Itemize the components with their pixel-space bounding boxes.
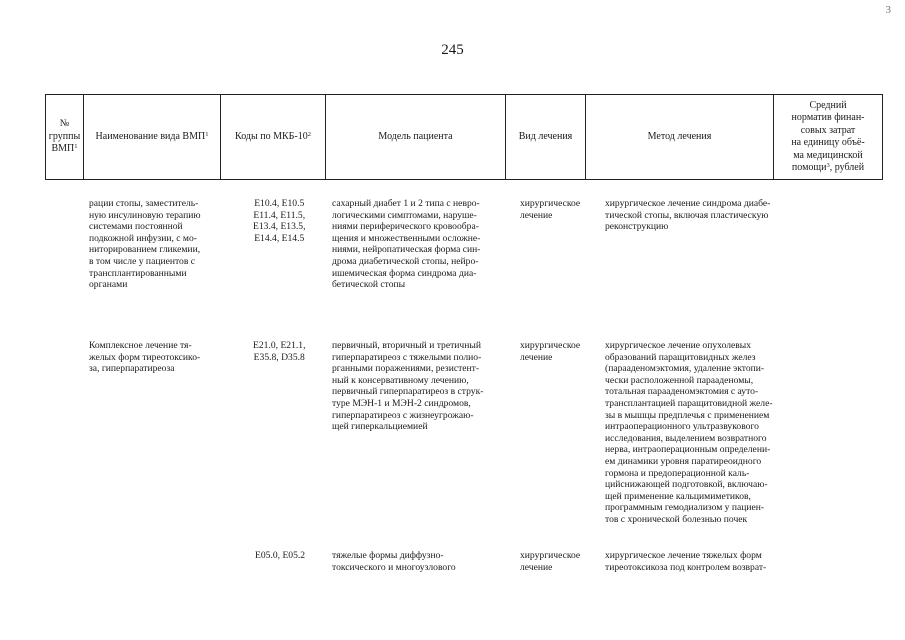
row-icd-codes: E10.4, E10.5 E11.4, E11.5, E13.4, E13.5, E14.4, E14.5 bbox=[253, 198, 306, 244]
corner-mark: 3 bbox=[885, 4, 891, 16]
row-treatment-method: хирургическое лечение опухолевых образований паращитовидных желез (парааденомэктомия, удаление эктопи- чески расположенной парааденомы, тотальная парааденомэктомия с ауто- трансплантацией паращитовидной желе- зы в мышцы предплечья с применением интраоперационного ультразвукового исследования, выделением возвратного нерва, интраоперационным определени- ем динамики уровня паратиреоидного гормона и предоперационной каль- цийснижающей подготовкой, включаю- щей применение кальцимиметиков, программным гемодиализом у пациен- тов с хронической болезнью почек bbox=[605, 340, 773, 525]
row-treatment-type: хирургическое лечение bbox=[520, 340, 581, 363]
row-vmp-name: рации стопы, заместитель- ную инсулиновую терапию системами постоянной подкожной инфузии, с мо- ниторированием гликемии, в том числе у пациентов с трансплантированными органами bbox=[89, 198, 201, 291]
header-average-cost: Средний ноpматив финан- совых затрат на единицу объё- ма медицинской помощи$^3$, рублей bbox=[774, 95, 883, 180]
header-vmp-name: Наименование вида ВМП$^1$ bbox=[84, 95, 221, 180]
page-number: 245 bbox=[441, 42, 464, 58]
header-group-number: № группы ВМП$^1$ bbox=[46, 95, 84, 180]
row-vmp-name: Комплексное лечение тя- желых форм тиреотоксико- за, гиперпаратиреоза bbox=[89, 340, 201, 375]
row-treatment-type: хирургическое лечение bbox=[520, 198, 581, 221]
header-treatment-type: Вид лечения bbox=[506, 95, 586, 180]
row-patient-model: сахарный диабет 1 и 2 типа с невро- логическими симптомами, наруше- ниями периферического кровообра- щения и множественными осложне- ниями, нейропатическая форма син- дрома диабетической стопы, нейро- ишемическая форма синдрома диа- бетической стопы bbox=[332, 198, 481, 291]
row-icd-codes: E21.0, E21.1, E35.8, D35.8 bbox=[253, 340, 306, 363]
row-treatment-method: хирургическое лечение тяжелых форм тиреотоксикоза под контролем возврат- bbox=[605, 550, 767, 573]
row-treatment-type: хирургическое лечение bbox=[520, 550, 581, 573]
row-treatment-method: хирургическое лечение синдрома диабе- тической стопы, включая пластическую реконструкцию bbox=[605, 198, 771, 233]
row-patient-model: первичный, вторичный и третичный гиперпаратиреоз с тяжелыми полио- рганными поражениями, резистент- ный к консервативному лечению, первичный гиперпаратиреоз в струк- туре МЭН-1 и МЭН-2 синдромов, гиперпаратиреоз с жизнеугрожаю- щей гиперкальциемией bbox=[332, 340, 484, 433]
row-patient-model: тяжелые формы диффузно- токсического и многоузлового bbox=[332, 550, 456, 573]
header-icd-codes: Коды по МКБ-$10^2$ bbox=[221, 95, 326, 180]
row-icd-codes: E05.0, E05.2 bbox=[255, 550, 306, 561]
table-header bbox=[45, 94, 883, 180]
header-patient-model: Модель пациента bbox=[326, 95, 506, 180]
header-treatment-method: Метод лечения bbox=[586, 95, 774, 180]
